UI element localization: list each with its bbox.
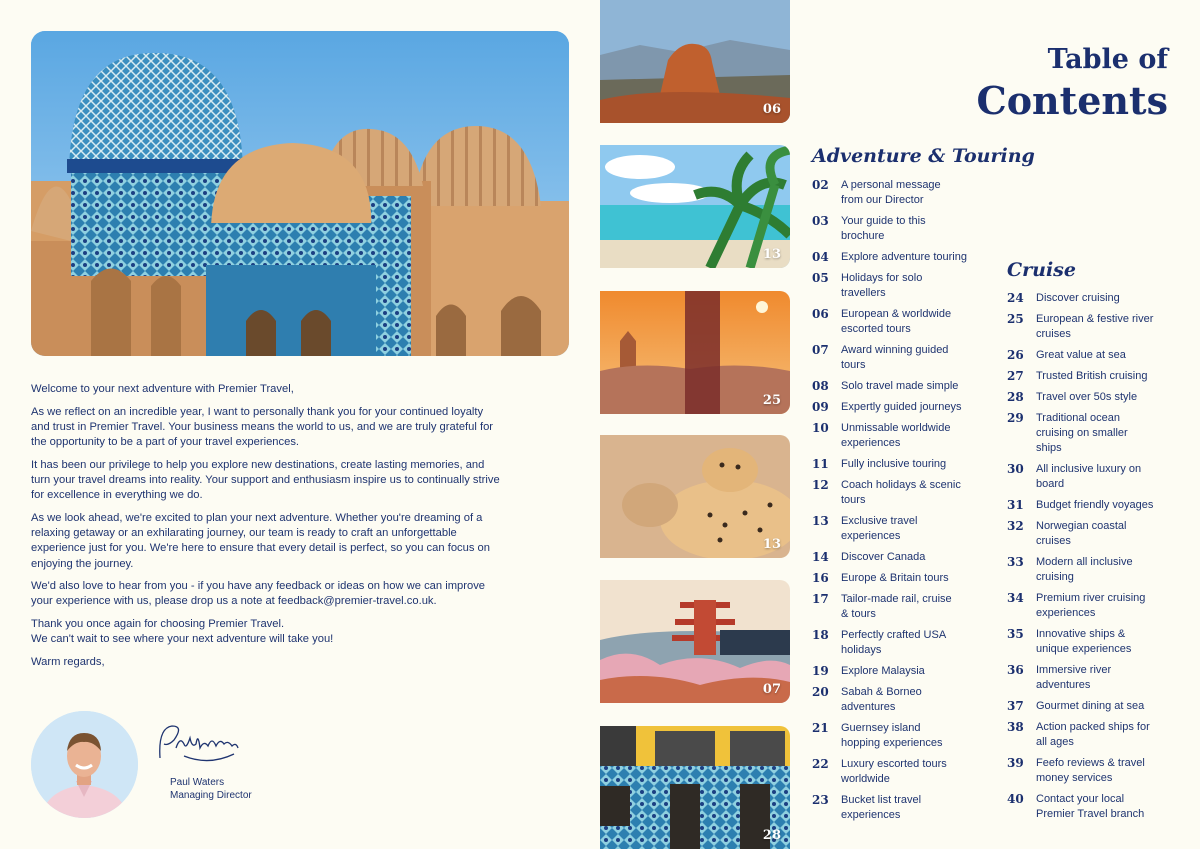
toc-item-label: Premium river cruising experiences xyxy=(1036,592,1146,619)
toc-item-label: Explore adventure touring xyxy=(841,251,967,263)
toc-page-number: 11 xyxy=(812,457,829,471)
photo-page-number: 06 xyxy=(762,102,781,117)
toc-item-label: Tailor-made rail, cruise & tours xyxy=(841,593,952,620)
toc-item[interactable] xyxy=(812,307,992,337)
toc-item-label: European & worldwide escorted tours xyxy=(841,308,952,335)
toc-list-adventure xyxy=(812,178,992,829)
toc-page-number: 26 xyxy=(1007,348,1024,362)
toc-page-number: 02 xyxy=(812,178,829,192)
photo-page-number: 13 xyxy=(762,247,781,262)
toc-item[interactable] xyxy=(1007,792,1187,822)
letter-greeting: Welcome to your next adventure with Premier Travel, xyxy=(31,383,294,395)
toc-item[interactable] xyxy=(1007,348,1187,363)
toc-page-number: 16 xyxy=(812,571,829,585)
toc-item-label: Perfectly crafted USA holidays xyxy=(841,629,947,656)
pagoda-photo xyxy=(600,580,790,703)
toc-item[interactable] xyxy=(1007,756,1187,786)
toc-item-label: Modern all inclusive cruising xyxy=(1036,556,1133,583)
toc-page-number: 18 xyxy=(812,628,829,642)
toc-page-number: 32 xyxy=(1007,519,1024,533)
toc-page-number: 37 xyxy=(1007,699,1024,713)
tiled-building-photo xyxy=(600,726,790,849)
toc-item[interactable] xyxy=(812,571,992,586)
toc-page-number: 10 xyxy=(812,421,829,435)
toc-page-number: 34 xyxy=(1007,591,1024,605)
toc-item[interactable] xyxy=(1007,555,1187,585)
toc-page-number: 29 xyxy=(1007,411,1024,425)
toc-item-label: Feefo reviews & travel money services xyxy=(1036,757,1145,784)
section-heading-cruise: Cruise xyxy=(1007,259,1076,281)
toc-item-label: Expertly guided journeys xyxy=(841,401,962,413)
toc-item[interactable] xyxy=(812,271,992,301)
director-letter xyxy=(31,382,501,678)
letter-wait-line: We can't wait to see where your next adventure will take you! xyxy=(31,633,334,646)
toc-item[interactable] xyxy=(812,793,992,823)
toc-item[interactable] xyxy=(812,250,992,265)
avatar xyxy=(31,711,138,818)
toc-item-label: Great value at sea xyxy=(1036,349,1126,361)
toc-page-number: 40 xyxy=(1007,792,1024,806)
toc-title-line1: Table of xyxy=(1047,44,1168,75)
toc-item[interactable] xyxy=(812,421,992,451)
toc-page-number: 05 xyxy=(812,271,829,285)
toc-item-label: Trusted British cruising xyxy=(1036,370,1148,382)
toc-page-number: 21 xyxy=(812,721,829,735)
toc-page-number: 07 xyxy=(812,343,829,357)
toc-item-label: Solo travel made simple xyxy=(841,380,959,392)
signer-role: Managing Director xyxy=(170,790,252,801)
toc-item[interactable] xyxy=(1007,390,1187,405)
toc-item[interactable] xyxy=(1007,291,1187,306)
toc-page-number: 22 xyxy=(812,757,829,771)
toc-item[interactable] xyxy=(1007,699,1187,714)
toc-item[interactable] xyxy=(812,478,992,508)
rock-fortress-photo xyxy=(600,0,790,123)
toc-item-label: Explore Malaysia xyxy=(841,665,925,677)
toc-item[interactable] xyxy=(812,514,992,544)
toc-item-label: Unmissable worldwide experiences xyxy=(841,422,951,449)
photo-page-number: 28 xyxy=(762,828,781,843)
toc-item-label: Coach holidays & scenic tours xyxy=(841,479,961,506)
toc-page-number: 06 xyxy=(812,307,829,321)
toc-page-number: 33 xyxy=(1007,555,1024,569)
photo-page-number: 25 xyxy=(762,393,781,408)
toc-item-label: Innovative ships & unique experiences xyxy=(1036,628,1132,655)
letter-paragraph-1: As we reflect on an incredible year, I want to personally thank you for your continued loyalty and trust in Premier Travel. Your business means the world to us, and we are truly grateful for the opportunity to be a part of your travel experiences. xyxy=(31,405,494,449)
section-heading-adventure: Adventure & Touring xyxy=(812,145,1035,167)
toc-item[interactable] xyxy=(1007,312,1187,342)
letter-closing: Warm regards, xyxy=(31,656,105,669)
toc-page-number: 35 xyxy=(1007,627,1024,641)
toc-item-label: Immersive river adventures xyxy=(1036,664,1112,691)
toc-item[interactable] xyxy=(812,379,992,394)
toc-item[interactable] xyxy=(1007,519,1187,549)
letter-paragraph-2: It has been our privilege to help you explore new destinations, create lasting memories, and turn your travel dreams into reality. Your support and enthusiasm inspire us to continually strive for excellence in everything we do. xyxy=(31,458,500,502)
toc-item[interactable] xyxy=(812,214,992,244)
toc-item[interactable] xyxy=(812,550,992,565)
toc-item[interactable] xyxy=(1007,369,1187,384)
toc-item-label: Sabah & Borneo adventures xyxy=(841,686,922,713)
sunset-city-photo xyxy=(600,291,790,414)
toc-page-number: 39 xyxy=(1007,756,1024,770)
toc-item[interactable] xyxy=(812,400,992,415)
toc-page-number: 27 xyxy=(1007,369,1024,383)
toc-item[interactable] xyxy=(1007,462,1187,492)
toc-item-label: Exclusive travel experiences xyxy=(841,515,918,542)
toc-page-number: 13 xyxy=(812,514,829,528)
letter-paragraph-5 xyxy=(31,617,501,647)
toc-item[interactable] xyxy=(1007,627,1187,657)
photo-page-number: 07 xyxy=(762,682,781,697)
toc-item[interactable] xyxy=(1007,720,1187,750)
toc-page-number: 24 xyxy=(1007,291,1024,305)
toc-page-number: 12 xyxy=(812,478,829,492)
signature-image xyxy=(154,718,244,770)
toc-item-label: Discover Canada xyxy=(841,551,926,563)
toc-page-number: 17 xyxy=(812,592,829,606)
letter-thanks-line: Thank you once again for choosing Premier Travel. xyxy=(31,618,285,631)
toc-item-label: Budget friendly voyages xyxy=(1036,499,1154,511)
toc-page-number: 08 xyxy=(812,379,829,393)
toc-item-label: Norwegian coastal cruises xyxy=(1036,520,1127,547)
toc-item-label: Action packed ships for all ages xyxy=(1036,721,1150,748)
toc-page-number: 31 xyxy=(1007,498,1024,512)
toc-item[interactable] xyxy=(1007,591,1187,621)
toc-item-label: Travel over 50s style xyxy=(1036,391,1138,403)
toc-item-label: Guernsey island hopping experiences xyxy=(841,722,943,749)
toc-item-label: Luxury escorted tours worldwide xyxy=(841,758,947,785)
photo-page-number: 13 xyxy=(762,537,781,552)
toc-page-number: 30 xyxy=(1007,462,1024,476)
toc-page-number: 04 xyxy=(812,250,829,264)
toc-page-number: 38 xyxy=(1007,720,1024,734)
toc-item[interactable] xyxy=(812,757,992,787)
toc-item[interactable] xyxy=(812,178,992,208)
toc-page-number: 23 xyxy=(812,793,829,807)
toc-page-number: 25 xyxy=(1007,312,1024,326)
toc-item[interactable] xyxy=(812,721,992,751)
toc-item-label: Your guide to this brochure xyxy=(841,215,926,242)
toc-item[interactable] xyxy=(812,592,992,622)
toc-item-label: Gourmet dining at sea xyxy=(1036,700,1145,712)
letter-paragraph-4: We'd also love to hear from you - if you have any feedback or ideas on how we can improve your experience with us, please drop us a note at feedback@premier-travel.co.uk. xyxy=(31,580,486,608)
toc-list-cruise xyxy=(1007,291,1187,828)
signer-name: Paul Waters xyxy=(170,777,225,788)
toc-page-number: 09 xyxy=(812,400,829,414)
toc-page-number: 36 xyxy=(1007,663,1024,677)
toc-item-label: A personal message from our Director xyxy=(841,179,941,206)
toc-item-label: Discover cruising xyxy=(1036,292,1120,304)
toc-title-line2: Contents xyxy=(976,78,1168,123)
toc-item[interactable] xyxy=(812,457,992,472)
toc-item-label: Contact your local Premier Travel branch xyxy=(1036,793,1145,820)
toc-item-label: European & festive river cruises xyxy=(1036,313,1154,340)
hero-image-domes xyxy=(31,31,569,356)
toc-page-number: 28 xyxy=(1007,390,1024,404)
toc-item[interactable] xyxy=(812,343,992,373)
tropical-beach-photo xyxy=(600,145,790,268)
toc-page-number: 03 xyxy=(812,214,829,228)
toc-item-label: Europe & Britain tours xyxy=(841,572,949,584)
toc-item-label: Holidays for solo travellers xyxy=(841,272,923,299)
toc-item-label: Traditional ocean cruising on smaller ships xyxy=(1036,412,1128,454)
toc-item-label: Bucket list travel experiences xyxy=(841,794,922,821)
toc-item[interactable] xyxy=(1007,498,1187,513)
letter-paragraph-3: As we look ahead, we're excited to plan your next adventure. Whether you're dreaming of a relaxing getaway or an exhilarating journey, our team is ready to craft an unforgettable experience just for you. We're here to ensure that every detail is perfect, so you can focus on enjoying the journey. xyxy=(31,511,490,570)
toc-page-number: 19 xyxy=(812,664,829,678)
toc-item-label: Fully inclusive touring xyxy=(841,458,947,470)
toc-item[interactable] xyxy=(812,685,992,715)
toc-item-label: All inclusive luxury on board xyxy=(1036,463,1142,490)
toc-page-number: 20 xyxy=(812,685,829,699)
toc-item[interactable] xyxy=(1007,411,1187,456)
toc-item-label: Award winning guided tours xyxy=(841,344,949,371)
toc-page-number: 14 xyxy=(812,550,829,564)
toc-item[interactable] xyxy=(812,664,992,679)
toc-item[interactable] xyxy=(1007,663,1187,693)
toc-item[interactable] xyxy=(812,628,992,658)
cheetah-photo xyxy=(600,435,790,558)
